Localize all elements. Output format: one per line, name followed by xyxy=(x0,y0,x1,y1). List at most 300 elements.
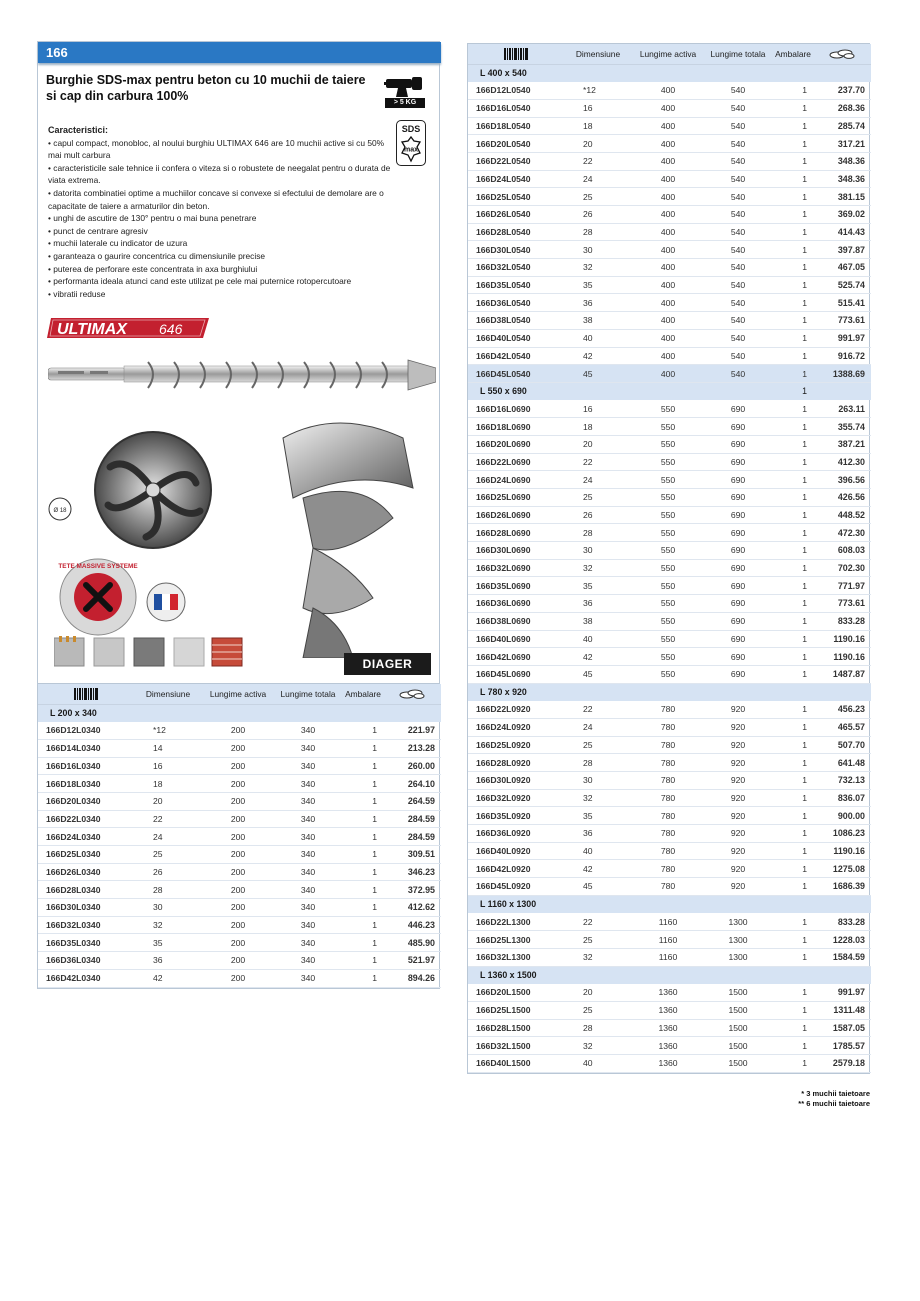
product-code: 166D38L0690 xyxy=(468,612,563,630)
total-length-cell: 1300 xyxy=(703,931,773,949)
product-code: 166D30L0340 xyxy=(38,899,133,917)
active-length-cell: 200 xyxy=(203,881,273,899)
total-length-header: Lungime totala xyxy=(273,684,343,704)
table-row xyxy=(468,99,871,117)
packaging-cell: 1 xyxy=(773,152,813,170)
total-length-cell: 690 xyxy=(703,506,773,524)
dimension-cell: 32 xyxy=(133,916,203,934)
price-cell: 456.23 xyxy=(813,701,871,719)
table-row xyxy=(468,665,871,683)
product-code: 166D32L1500 xyxy=(468,1037,563,1055)
product-code: 166D40L1500 xyxy=(468,1055,563,1073)
product-code: 166D25L1500 xyxy=(468,1001,563,1019)
packaging-cell: 1 xyxy=(773,400,813,418)
feature-item: • punct de centrare agresiv xyxy=(48,225,148,236)
dimension-cell: 20 xyxy=(563,135,633,153)
total-length-cell: 540 xyxy=(703,259,773,277)
active-length-cell: 400 xyxy=(633,365,703,383)
price-header xyxy=(813,44,871,64)
active-length-cell: 1360 xyxy=(633,984,703,1002)
table-row xyxy=(468,577,871,595)
dimension-cell: 28 xyxy=(563,223,633,241)
table-row xyxy=(38,952,441,970)
total-length-cell: 540 xyxy=(703,312,773,330)
price-cell: 412.62 xyxy=(383,899,441,917)
group-row xyxy=(468,966,871,984)
packaging-cell: 1 xyxy=(773,825,813,843)
dimension-cell: 26 xyxy=(563,506,633,524)
group-price xyxy=(813,895,871,913)
price-cell: 446.23 xyxy=(383,916,441,934)
packaging-cell: 1 xyxy=(773,206,813,224)
product-code: 166D16L0540 xyxy=(468,99,563,117)
feature-item: • caracteristicile sale tehnice ii confera o viteza si o robustete de neegalat pentru o durata de viata extrema. xyxy=(48,162,391,186)
total-length-cell: 690 xyxy=(703,453,773,471)
price-cell: 309.51 xyxy=(383,846,441,864)
group-row xyxy=(468,64,871,82)
table-row xyxy=(468,807,871,825)
dimension-cell: 38 xyxy=(563,312,633,330)
table-row xyxy=(468,931,871,949)
table-row xyxy=(468,152,871,170)
active-length-cell: 780 xyxy=(633,825,703,843)
total-length-cell: 1300 xyxy=(703,913,773,931)
dimension-cell: 26 xyxy=(133,863,203,881)
product-code: 166D30L0690 xyxy=(468,542,563,560)
active-length-cell: 400 xyxy=(633,294,703,312)
product-code: 166D45L0920 xyxy=(468,878,563,896)
active-length-cell: 550 xyxy=(633,489,703,507)
packaging-cell: 1 xyxy=(773,718,813,736)
product-panel xyxy=(37,41,440,684)
dimension-cell: 22 xyxy=(133,810,203,828)
price-cell: 396.56 xyxy=(813,471,871,489)
active-length-cell: 550 xyxy=(633,471,703,489)
right-price-table xyxy=(467,43,870,1074)
dimension-cell: 28 xyxy=(563,1019,633,1037)
total-length-cell: 920 xyxy=(703,789,773,807)
group-pack xyxy=(773,966,813,984)
product-code: 166D32L0690 xyxy=(468,559,563,577)
product-code: 166D16L0340 xyxy=(38,757,133,775)
packaging-cell: 1 xyxy=(773,453,813,471)
total-length-cell: 540 xyxy=(703,365,773,383)
packaging-cell: 1 xyxy=(773,135,813,153)
active-length-cell: 780 xyxy=(633,878,703,896)
product-code: 166D28L0920 xyxy=(468,754,563,772)
dimension-cell: 24 xyxy=(563,718,633,736)
dimension-cell: 36 xyxy=(133,952,203,970)
total-length-cell: 340 xyxy=(273,722,343,740)
group-pack xyxy=(343,704,383,722)
active-length-cell: 200 xyxy=(203,722,273,740)
dimension-cell: *12 xyxy=(133,722,203,740)
total-length-cell: 1500 xyxy=(703,1001,773,1019)
packaging-cell: 1 xyxy=(343,757,383,775)
table-row xyxy=(468,701,871,719)
active-length-cell: 1360 xyxy=(633,1055,703,1073)
seal-text: TETE MASSIVE SYSTEME xyxy=(58,563,138,570)
weight-badge: > 5 KG xyxy=(385,98,425,108)
table-row xyxy=(468,1019,871,1037)
price-cell: 485.90 xyxy=(383,934,441,952)
total-length-header: Lungime totala xyxy=(703,44,773,64)
group-label: L 200 x 340 xyxy=(38,704,343,722)
product-code: 166D20L0690 xyxy=(468,435,563,453)
table-row xyxy=(468,188,871,206)
dimension-cell: 32 xyxy=(563,559,633,577)
active-length-cell: 550 xyxy=(633,418,703,436)
active-length-cell: 400 xyxy=(633,99,703,117)
total-length-cell: 340 xyxy=(273,934,343,952)
features-title: Caracteristici: xyxy=(48,125,109,135)
packaging-cell: 1 xyxy=(773,489,813,507)
barcode-icon xyxy=(74,688,98,700)
table-row xyxy=(468,135,871,153)
dimension-cell: 40 xyxy=(563,842,633,860)
price-cell: 507.70 xyxy=(813,736,871,754)
total-length-cell: 340 xyxy=(273,828,343,846)
table-row xyxy=(38,739,441,757)
price-cell: 773.61 xyxy=(813,312,871,330)
total-length-cell: 920 xyxy=(703,701,773,719)
total-length-cell: 540 xyxy=(703,117,773,135)
table-row xyxy=(468,400,871,418)
product-code: 166D25L1300 xyxy=(468,931,563,949)
table-row xyxy=(468,913,871,931)
active-length-cell: 200 xyxy=(203,899,273,917)
active-length-cell: 400 xyxy=(633,259,703,277)
product-code: 166D24L0340 xyxy=(38,828,133,846)
packaging-cell: 1 xyxy=(773,542,813,560)
dimension-cell: 14 xyxy=(133,739,203,757)
total-length-cell: 540 xyxy=(703,241,773,259)
price-cell: 221.97 xyxy=(383,722,441,740)
total-length-cell: 340 xyxy=(273,792,343,810)
table-row xyxy=(468,524,871,542)
price-cell: 355.74 xyxy=(813,418,871,436)
packaging-cell: 1 xyxy=(343,846,383,864)
price-cell: 268.36 xyxy=(813,99,871,117)
table-header xyxy=(468,44,871,64)
footnote-6-edges: ** 6 muchii taietoare xyxy=(798,1099,870,1108)
price-cell: 916.72 xyxy=(813,347,871,365)
packaging-cell: 1 xyxy=(343,916,383,934)
table-row xyxy=(468,82,871,100)
active-length-cell: 400 xyxy=(633,188,703,206)
table-row xyxy=(38,722,441,740)
table-row xyxy=(38,757,441,775)
barcode-header xyxy=(38,684,133,704)
barcode-header xyxy=(468,44,563,64)
table-row xyxy=(468,206,871,224)
table-row xyxy=(38,810,441,828)
group-label: L 400 x 540 xyxy=(468,64,773,82)
table-row xyxy=(468,1055,871,1073)
packaging-cell: 1 xyxy=(773,241,813,259)
price-cell: 2579.18 xyxy=(813,1055,871,1073)
active-length-cell: 550 xyxy=(633,630,703,648)
table-row xyxy=(468,489,871,507)
dimension-cell: 26 xyxy=(563,206,633,224)
table-header xyxy=(38,684,441,704)
total-length-cell: 540 xyxy=(703,135,773,153)
packaging-cell: 1 xyxy=(773,948,813,966)
price-cell: 836.07 xyxy=(813,789,871,807)
dimension-cell: 32 xyxy=(563,259,633,277)
active-length-cell: 200 xyxy=(203,969,273,987)
active-length-cell: 400 xyxy=(633,170,703,188)
group-row xyxy=(468,382,871,400)
price-cell: 1584.59 xyxy=(813,948,871,966)
product-code: 166D30L0920 xyxy=(468,772,563,790)
price-cell: 1190.16 xyxy=(813,842,871,860)
product-code: 166D42L0690 xyxy=(468,648,563,666)
table-row xyxy=(468,1037,871,1055)
product-table-left xyxy=(38,684,441,988)
total-length-cell: 690 xyxy=(703,542,773,560)
feature-item: • datorita combinatiei optime a muchiilor concave si convexe si efectului de demolare are o capacitate de taiere a armaturilor din beton. xyxy=(48,187,384,211)
total-length-cell: 540 xyxy=(703,82,773,100)
footnote-3-edges: * 3 muchii taietoare xyxy=(801,1089,870,1098)
table-row xyxy=(38,899,441,917)
dimension-cell: 16 xyxy=(563,400,633,418)
packaging-cell: 1 xyxy=(343,739,383,757)
group-pack: 1 xyxy=(773,382,813,400)
packaging-cell: 1 xyxy=(773,736,813,754)
active-length-cell: 780 xyxy=(633,860,703,878)
active-length-cell: 550 xyxy=(633,435,703,453)
product-code: 166D24L0920 xyxy=(468,718,563,736)
total-length-cell: 920 xyxy=(703,860,773,878)
product-code: 166D12L0540 xyxy=(468,82,563,100)
product-code: 166D26L0340 xyxy=(38,863,133,881)
group-pack xyxy=(773,683,813,701)
ultimax-logo xyxy=(47,316,213,340)
dimension-cell: 18 xyxy=(563,418,633,436)
price-cell: 608.03 xyxy=(813,542,871,560)
table-row xyxy=(468,294,871,312)
product-code: 166D24L0690 xyxy=(468,471,563,489)
dimension-cell: 28 xyxy=(133,881,203,899)
price-cell: 521.97 xyxy=(383,952,441,970)
active-length-cell: 550 xyxy=(633,612,703,630)
price-cell: 213.28 xyxy=(383,739,441,757)
table-row xyxy=(468,223,871,241)
active-length-cell: 550 xyxy=(633,648,703,666)
price-cell: 833.28 xyxy=(813,913,871,931)
dimension-cell: 24 xyxy=(563,471,633,489)
packaging-cell: 1 xyxy=(773,276,813,294)
dimension-cell: 18 xyxy=(133,775,203,793)
product-table-right xyxy=(468,44,871,1073)
active-length-cell: 780 xyxy=(633,772,703,790)
group-label: L 1360 x 1500 xyxy=(468,966,773,984)
total-length-cell: 540 xyxy=(703,347,773,365)
group-row xyxy=(468,683,871,701)
packaging-cell: 1 xyxy=(343,899,383,917)
dimension-cell: 42 xyxy=(563,860,633,878)
product-code: 166D26L0690 xyxy=(468,506,563,524)
packaging-cell: 1 xyxy=(773,117,813,135)
packaging-cell: 1 xyxy=(773,612,813,630)
packaging-cell: 1 xyxy=(773,99,813,117)
dimension-cell: 30 xyxy=(563,772,633,790)
packaging-cell: 1 xyxy=(773,860,813,878)
active-length-cell: 780 xyxy=(633,718,703,736)
price-cell: 465.57 xyxy=(813,718,871,736)
packaging-cell: 1 xyxy=(773,754,813,772)
coins-icon xyxy=(829,49,855,59)
table-row xyxy=(38,775,441,793)
total-length-cell: 690 xyxy=(703,559,773,577)
feature-item: • capul compact, monobloc, al noului burghiu ULTIMAX 646 are 10 muchii active si cu 50% mai mult carbura xyxy=(48,137,385,161)
dimension-cell: 20 xyxy=(133,792,203,810)
price-cell: 1487.87 xyxy=(813,665,871,683)
active-length-cell: 550 xyxy=(633,524,703,542)
packaging-cell: 1 xyxy=(773,595,813,613)
total-length-cell: 690 xyxy=(703,418,773,436)
table-row xyxy=(468,754,871,772)
product-code: 166D36L0540 xyxy=(468,294,563,312)
price-cell: 264.59 xyxy=(383,792,441,810)
price-cell: 412.30 xyxy=(813,453,871,471)
active-length-cell: 200 xyxy=(203,846,273,864)
dimension-cell: 38 xyxy=(563,612,633,630)
dimension-cell: 24 xyxy=(563,170,633,188)
packaging-cell: 1 xyxy=(343,881,383,899)
price-cell: 397.87 xyxy=(813,241,871,259)
product-code: 166D32L1300 xyxy=(468,948,563,966)
packaging-cell: 1 xyxy=(773,789,813,807)
total-length-cell: 920 xyxy=(703,754,773,772)
product-code: 166D42L0540 xyxy=(468,347,563,365)
active-length-cell: 550 xyxy=(633,400,703,418)
packaging-cell: 1 xyxy=(773,648,813,666)
price-cell: 773.61 xyxy=(813,595,871,613)
packaging-cell: 1 xyxy=(773,329,813,347)
packaging-cell: 1 xyxy=(773,294,813,312)
price-cell: 1190.16 xyxy=(813,630,871,648)
group-label: L 1160 x 1300 xyxy=(468,895,773,913)
table-row xyxy=(468,612,871,630)
active-length-cell: 200 xyxy=(203,775,273,793)
table-row xyxy=(38,828,441,846)
total-length-cell: 690 xyxy=(703,648,773,666)
product-code: 166D22L0540 xyxy=(468,152,563,170)
dimension-cell: 25 xyxy=(563,188,633,206)
packaging-cell: 1 xyxy=(343,934,383,952)
active-length-cell: 1160 xyxy=(633,948,703,966)
dimension-cell: 30 xyxy=(563,542,633,560)
table-row xyxy=(468,170,871,188)
active-length-cell: 550 xyxy=(633,506,703,524)
total-length-cell: 920 xyxy=(703,807,773,825)
page-number: 166 xyxy=(38,42,441,63)
active-length-cell: 200 xyxy=(203,739,273,757)
total-length-cell: 1500 xyxy=(703,984,773,1002)
dimension-cell: 36 xyxy=(563,595,633,613)
product-code: 166D28L1500 xyxy=(468,1019,563,1037)
table-row xyxy=(468,418,871,436)
product-code: 166D28L0690 xyxy=(468,524,563,542)
table-row xyxy=(38,969,441,987)
packaging-cell: 1 xyxy=(773,223,813,241)
product-code: 166D26L0540 xyxy=(468,206,563,224)
price-cell: 426.56 xyxy=(813,489,871,507)
product-code: 166D32L0340 xyxy=(38,916,133,934)
group-row xyxy=(38,704,441,722)
dimension-cell: 35 xyxy=(563,577,633,595)
product-code: 166D35L0690 xyxy=(468,577,563,595)
drill-spiral-photo xyxy=(243,408,433,658)
group-pack xyxy=(773,895,813,913)
drill-head-photo xyxy=(88,425,218,555)
group-price xyxy=(813,966,871,984)
group-price xyxy=(383,704,441,722)
dimension-header: Dimensiune xyxy=(563,44,633,64)
price-cell: 387.21 xyxy=(813,435,871,453)
product-code: 166D18L0690 xyxy=(468,418,563,436)
active-length-cell: 400 xyxy=(633,241,703,259)
price-cell: 732.13 xyxy=(813,772,871,790)
table-row xyxy=(468,506,871,524)
product-code: 166D40L0540 xyxy=(468,329,563,347)
packaging-cell: 1 xyxy=(343,722,383,740)
sds-label: SDS xyxy=(401,124,421,134)
total-length-cell: 340 xyxy=(273,739,343,757)
total-length-cell: 690 xyxy=(703,577,773,595)
packaging-cell: 1 xyxy=(773,524,813,542)
dimension-cell: 40 xyxy=(563,329,633,347)
total-length-cell: 920 xyxy=(703,718,773,736)
product-code: 166D30L0540 xyxy=(468,241,563,259)
dimension-cell: 25 xyxy=(563,489,633,507)
table-row xyxy=(468,772,871,790)
dimension-cell: 30 xyxy=(133,899,203,917)
active-length-cell: 780 xyxy=(633,701,703,719)
dimension-cell: 32 xyxy=(563,948,633,966)
materials-icons xyxy=(54,636,244,668)
packaging-cell: 1 xyxy=(343,828,383,846)
dimension-cell: 22 xyxy=(563,453,633,471)
dimension-cell: 40 xyxy=(563,630,633,648)
total-length-cell: 690 xyxy=(703,595,773,613)
dimension-cell: 35 xyxy=(133,934,203,952)
table-row xyxy=(468,312,871,330)
total-length-cell: 1500 xyxy=(703,1037,773,1055)
group-label: L 550 x 690 xyxy=(468,382,773,400)
dimension-cell: 22 xyxy=(563,152,633,170)
active-length-cell: 200 xyxy=(203,916,273,934)
dimension-cell: 25 xyxy=(133,846,203,864)
packaging-cell: 1 xyxy=(343,810,383,828)
dimension-cell: 25 xyxy=(563,1001,633,1019)
logo-number: 646 xyxy=(159,321,183,337)
product-code: 166D36L0690 xyxy=(468,595,563,613)
dimension-cell: 32 xyxy=(563,1037,633,1055)
packaging-cell: 1 xyxy=(773,365,813,383)
product-code: 166D36L0340 xyxy=(38,952,133,970)
packaging-cell: 1 xyxy=(773,471,813,489)
active-length-cell: 400 xyxy=(633,117,703,135)
active-length-cell: 1360 xyxy=(633,1001,703,1019)
total-length-cell: 920 xyxy=(703,772,773,790)
dimension-cell: 24 xyxy=(133,828,203,846)
active-length-cell: 400 xyxy=(633,347,703,365)
product-code: 166D22L0920 xyxy=(468,701,563,719)
total-length-cell: 690 xyxy=(703,665,773,683)
